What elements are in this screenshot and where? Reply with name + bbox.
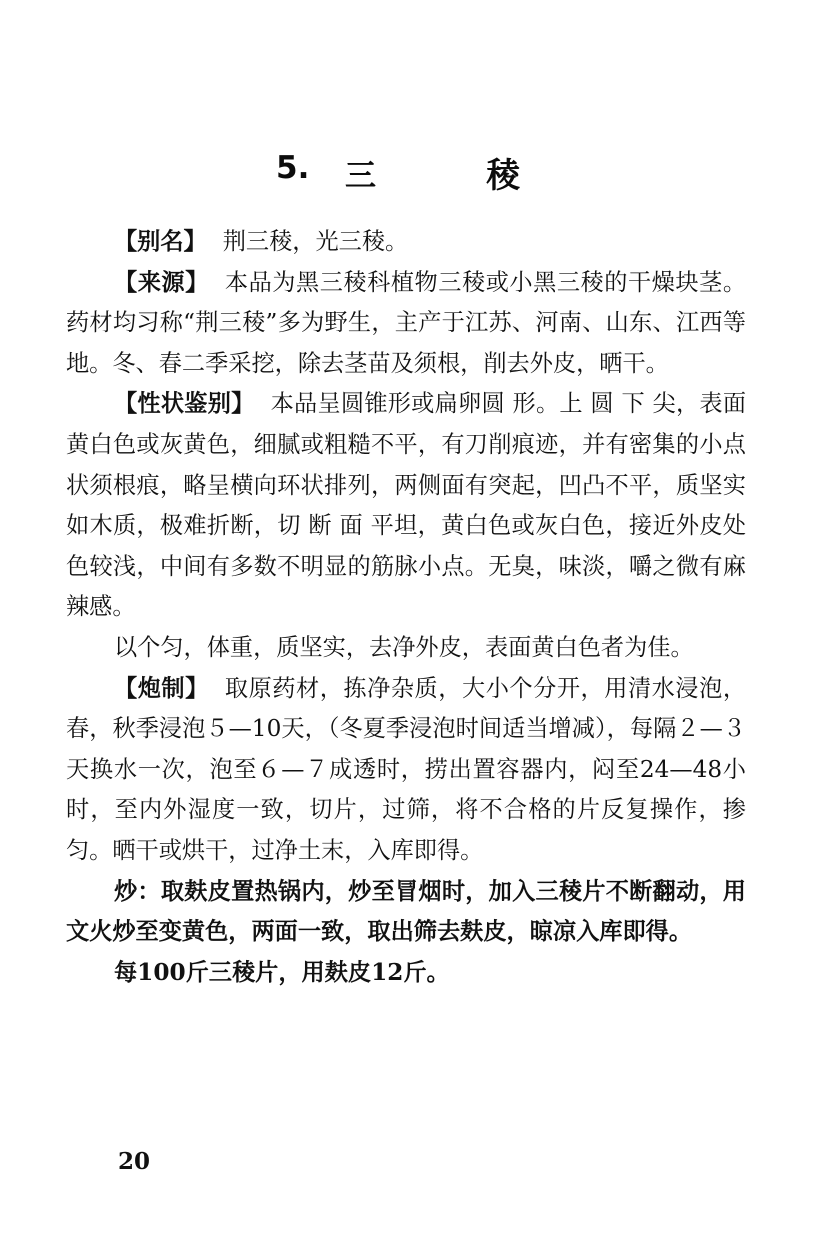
title-char-2: 稜 bbox=[486, 156, 520, 196]
identification-text: 本品呈圆锥形或扁卵圆 形。上 圆 下 尖，表面黄白色或灰黄色，细腻或粗糙不平，有刀削痕迹，并有密集的小点状须根痕，略呈横向环状排列，两侧面有突起，凹凸不平，质坚实如木质，极难折断，切 断 面 平坦，黄白色或灰白色，接近外皮处色较浅，中间有多数不明显的筋脉小点。无臭，味淡，嚼之微有麻辣感。 bbox=[66, 390, 747, 621]
source-text: 本品为黑三稜科植物三稜或小黑三稜的干燥块茎。药材均习称“荆三稜”多为野生，主产于江苏、河南、山东、江西等地。冬、春二季采挖，除去茎苗及须根，削去外皮，晒干。 bbox=[66, 268, 747, 377]
section-title bbox=[0, 144, 813, 196]
stir-fry-paragraph bbox=[66, 872, 746, 953]
processing-paragraph bbox=[66, 669, 746, 872]
processing-label: 【炮制】 bbox=[114, 674, 209, 702]
quality-paragraph bbox=[66, 628, 746, 669]
stir-fry-text: 炒：取麸皮置热锅内，炒至冒烟时，加入三稜片不断翻动，用文火炒至变黄色，两面一致，取出筛去麸皮，晾凉入库即得。 bbox=[66, 877, 746, 946]
quality-text: 以个匀，体重，质坚实，去净外皮，表面黄白色者为佳。 bbox=[114, 633, 694, 661]
ratio-text: 每100斤三稜片，用麸皮12斤。 bbox=[114, 958, 450, 986]
section-number: 5. bbox=[276, 150, 310, 186]
identification-label: 【性状鉴别】 bbox=[114, 390, 255, 418]
processing-text: 取原药材，拣净杂质，大小个分开，用清水浸泡，春，秋季浸泡５—10天，（冬夏季浸泡时间适当增减），每隔２—３天换水一次，泡至６—７成透时，捞出置容器内，闷至24—48小时，至内外湿度一致，切片，过筛，将不合格的片反复操作，掺匀。晒干或烘干，过净土末，入库即得。 bbox=[66, 674, 747, 864]
page-number: 20 bbox=[118, 1148, 151, 1175]
alias-paragraph bbox=[66, 222, 746, 263]
alias-text: 荆三稜，光三稜。 bbox=[222, 228, 409, 255]
source-paragraph bbox=[66, 263, 746, 385]
source-label: 【来源】 bbox=[114, 268, 209, 296]
body-text bbox=[66, 222, 746, 993]
ratio-paragraph bbox=[66, 953, 746, 994]
title-char-1: 三 bbox=[345, 158, 376, 194]
identification-paragraph bbox=[66, 384, 746, 628]
alias-label: 【别名】 bbox=[114, 228, 207, 255]
